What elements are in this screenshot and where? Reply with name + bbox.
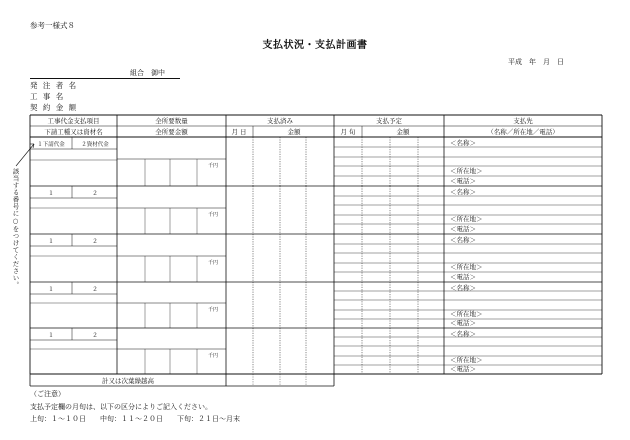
header-plan-amount: 金額 (396, 128, 410, 136)
side-instruction: 該当する番号に○をつけてください。 (11, 168, 20, 289)
block-3-unit: 千円 (207, 260, 218, 266)
header-item-top: 工事代金支払項目 (47, 117, 100, 125)
contract-amount-label: 契 約 金 額 (30, 103, 78, 112)
block-2-unit: 千円 (207, 212, 218, 218)
block-5-payee-phone: ＜電話＞ (450, 365, 476, 373)
block-4-option-2: ２ (91, 286, 99, 293)
header-payee-sub: （名称／所在地／電話） (487, 128, 559, 136)
block-1-payee-name: ＜名称＞ (450, 139, 476, 147)
block-4-unit: 千円 (207, 307, 218, 313)
header-quantity: 全所要数量 (155, 117, 188, 125)
block-3-option-1: １ (47, 238, 55, 245)
notes-line-1: 支払予定欄の月旬は、以下の区分によりご記入ください。 (30, 403, 212, 411)
block-5-unit: 千円 (207, 353, 218, 359)
block-4-payee-address: ＜所在地＞ (450, 310, 483, 318)
block-5-payee-name: ＜名称＞ (450, 330, 476, 338)
block-2-payee-phone: ＜電話＞ (450, 225, 476, 233)
block-5-option-1: １ (47, 332, 55, 339)
block-4-payee-phone: ＜電話＞ (450, 319, 476, 327)
block-5-payee-address: ＜所在地＞ (450, 356, 483, 364)
block-1-option-2: ２資材代金 (81, 142, 109, 148)
union-label: 組合 御中 (130, 69, 165, 77)
header-paid-date: 月 日 (231, 128, 247, 136)
table-text (37, 116, 559, 385)
header-paid-amount: 金額 (287, 128, 301, 136)
block-1-payee-address: ＜所在地＞ (450, 167, 483, 175)
date-line: 平成 年 月 日 (508, 58, 564, 66)
block-2-option-1: １ (47, 190, 55, 197)
block-4-payee-name: ＜名称＞ (450, 284, 476, 292)
block-2-option-2: ２ (91, 190, 99, 197)
notes-heading: （ご注意） (30, 390, 65, 398)
header-paid: 支払済み (267, 117, 293, 125)
header-payee: 支払先 (513, 117, 533, 125)
table-grid (16, 115, 602, 386)
block-3-payee-address: ＜所在地＞ (450, 263, 483, 271)
notes-line-2: 上旬：１〜１０日 中旬：１１〜２０日 下旬：２１日〜月末 (30, 415, 240, 423)
page-title: 支払状況・支払計画書 (262, 40, 368, 51)
reference-label: 参考一様式８ (30, 21, 75, 30)
block-3-payee-phone: ＜電話＞ (450, 273, 476, 281)
header-amount: 全所要金額 (155, 128, 188, 136)
project-name-label: 工 事 名 (30, 92, 65, 101)
block-4-option-1: １ (47, 286, 55, 293)
block-1-payee-phone: ＜電話＞ (450, 177, 476, 185)
block-3-option-2: ２ (91, 238, 99, 245)
block-5-option-2: ２ (91, 332, 99, 339)
header-plan-period: 月 旬 (340, 128, 356, 136)
block-3-payee-name: ＜名称＞ (450, 236, 476, 244)
orderer-name-label: 発 注 者 名 (30, 81, 78, 90)
block-1-option-1: １下請代金 (37, 142, 65, 148)
total-label: 計又は次葉繰越高 (102, 377, 154, 385)
block-2-payee-name: ＜名称＞ (450, 188, 476, 196)
grid-line-108 (16, 144, 34, 166)
header-item-bottom: 下請工種又は資材名 (44, 128, 103, 136)
block-1-unit: 千円 (207, 163, 218, 169)
header-plan: 支払予定 (376, 117, 402, 125)
block-2-payee-address: ＜所在地＞ (450, 215, 483, 223)
